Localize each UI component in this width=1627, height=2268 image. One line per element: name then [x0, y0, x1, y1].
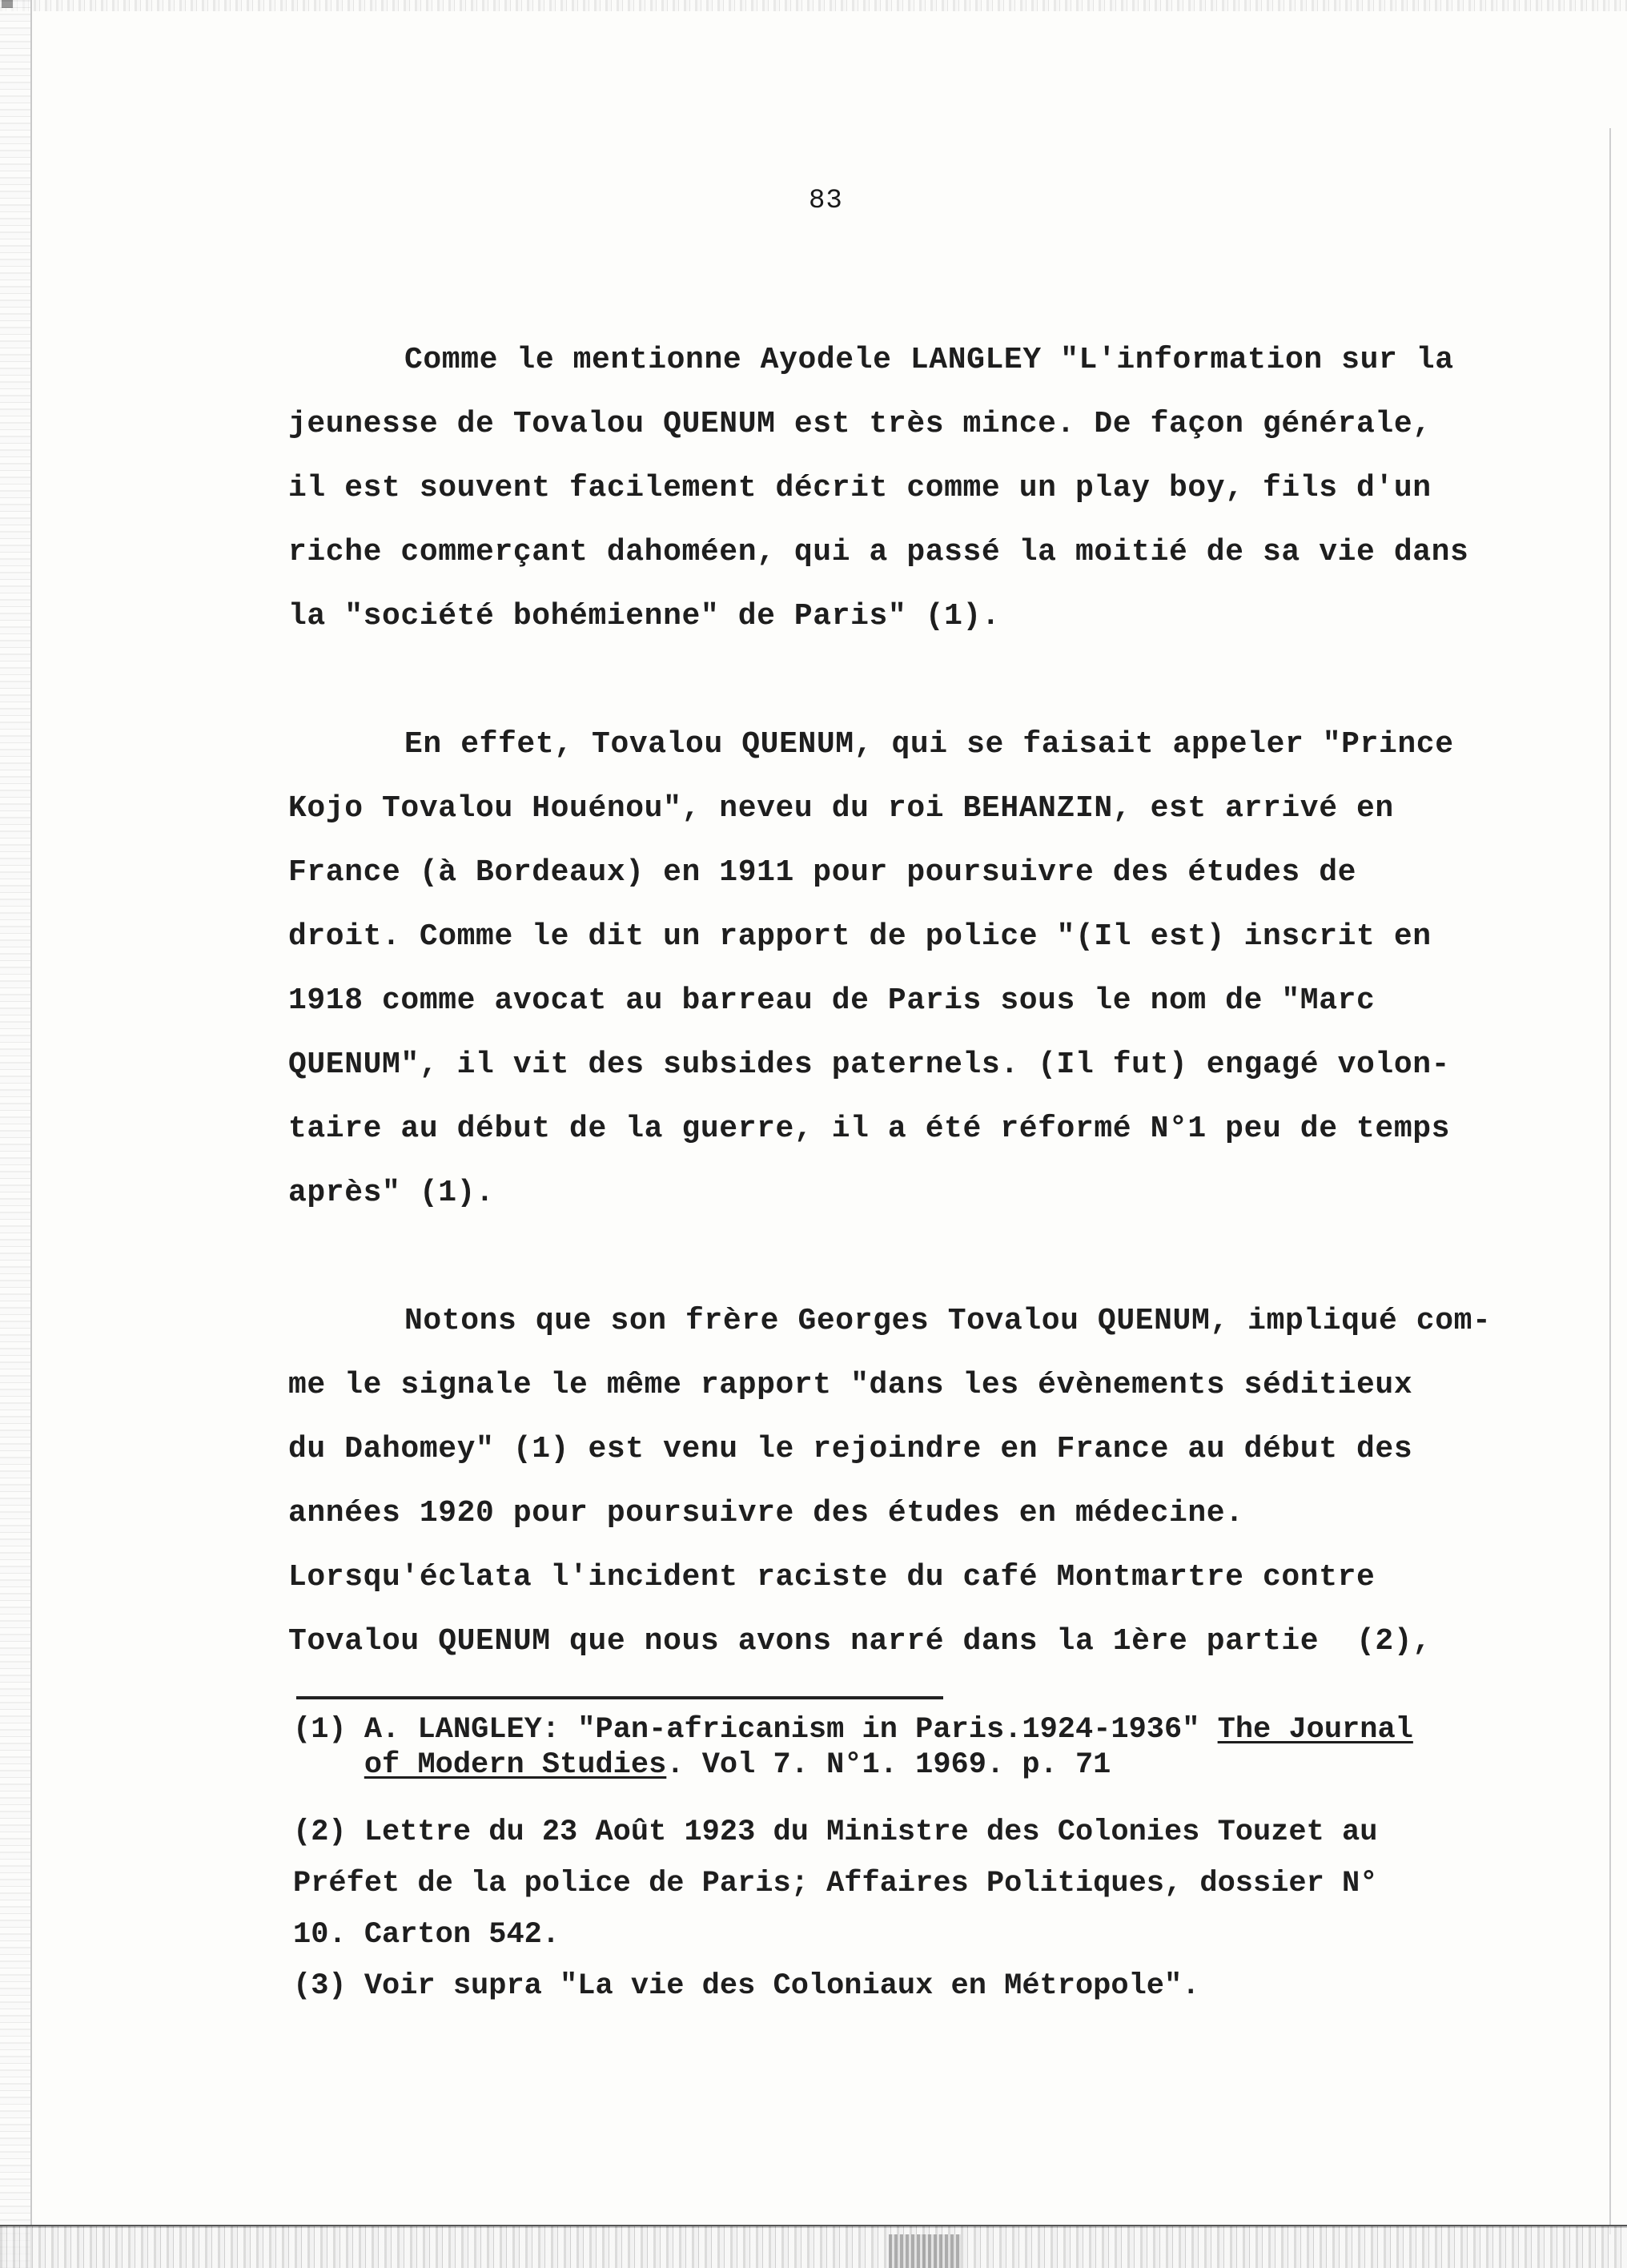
text-line: Comme le mentionne Ayodele LANGLEY "L'information sur la [404, 343, 1454, 377]
footnote-separator [296, 1696, 943, 1699]
footnote-2 [293, 1807, 1558, 1960]
paragraph-2 [288, 713, 1537, 1225]
footnote-2-line: Préfet de la police de Paris; Affaires Politiques, dossier N° [293, 1867, 1378, 1900]
footnote-1-line-2 [293, 1747, 1558, 1783]
text-line: jeunesse de Tovalou QUENUM est très mince. De façon générale, [288, 407, 1432, 441]
scan-margin-line-left [30, 0, 32, 2268]
footnote-1-author: A. LANGLEY: "Pan-africanism in Paris.1924-1936" [364, 1713, 1218, 1747]
text-line: du Dahomey" (1) est venu le rejoindre en France au début des [288, 1432, 1413, 1466]
footnote-1-journal-title-cont: of Modern Studies [364, 1748, 667, 1782]
scan-edge-top [0, 0, 1627, 11]
paragraph-3 [288, 1289, 1537, 1674]
footnote-gap [293, 1783, 1558, 1807]
text-line: il est souvent facilement décrit comme un play boy, fils d'un [288, 471, 1432, 505]
text-line: riche commerçant dahoméen, qui a passé la moitié de sa vie dans [288, 535, 1469, 569]
footnote-1 [293, 1712, 1558, 1783]
scan-edge-bottom [0, 2226, 1627, 2268]
text-line: Tovalou QUENUM que nous avons narré dans la 1ère partie (2), [288, 1624, 1432, 1659]
text-line: après" (1). [288, 1176, 495, 1210]
text-line: la "société bohémienne" de Paris" (1). [288, 599, 1001, 633]
text-line: QUENUM", il vit des subsides paternels. (Il fut) engagé volon- [288, 1048, 1451, 1082]
footnote-3 [293, 1960, 1558, 2012]
text-line: En effet, Tovalou QUENUM, qui se faisait appeler "Prince [404, 727, 1454, 762]
text-line: Lorsqu'éclata l'incident raciste du café Montmartre contre [288, 1560, 1376, 1594]
scan-edge-left [0, 0, 30, 2268]
footnote-2-line: (2) Lettre du 23 Août 1923 du Ministre des Colonies Touzet au [293, 1816, 1378, 1849]
footnote-1-journal-title: The Journal [1217, 1713, 1413, 1747]
text-line: France (à Bordeaux) en 1911 pour poursuivre des études de [288, 855, 1357, 890]
footnote-1-marker: (1) [293, 1713, 347, 1747]
footnote-1-line-1 [293, 1712, 1558, 1747]
text-line: années 1920 pour poursuivre des études en médecine. [288, 1496, 1244, 1530]
footnote-2-line: 10. Carton 542. [293, 1918, 560, 1952]
text-line: me le signale le même rapport "dans les évènements séditieux [288, 1368, 1413, 1402]
paragraph-1 [288, 328, 1537, 649]
text-line: taire au début de la guerre, il a été réformé N°1 peu de temps [288, 1112, 1451, 1146]
text-line: 1918 comme avocat au barreau de Paris sous le nom de "Marc [288, 983, 1376, 1018]
text-line: Kojo Tovalou Houénou", neveu du roi BEHANZIN, est arrivé en [288, 791, 1394, 826]
text-line: droit. Comme le dit un rapport de police "(Il est) inscrit en [288, 919, 1432, 954]
text-line: Notons que son frère Georges Tovalou QUENUM, impliqué com- [404, 1304, 1492, 1338]
body-text [288, 328, 1537, 1674]
scan-margin-line-right [1609, 128, 1611, 2234]
footnote-3-line: (3) Voir supra "La vie des Coloniaux en Métropole". [293, 1969, 1200, 2003]
footnotes [293, 1712, 1558, 2012]
scan-bottom-block [889, 2234, 961, 2268]
page-number: 83 [809, 186, 843, 216]
footnote-1-details: . Vol 7. N°1. 1969. p. 71 [666, 1748, 1111, 1782]
